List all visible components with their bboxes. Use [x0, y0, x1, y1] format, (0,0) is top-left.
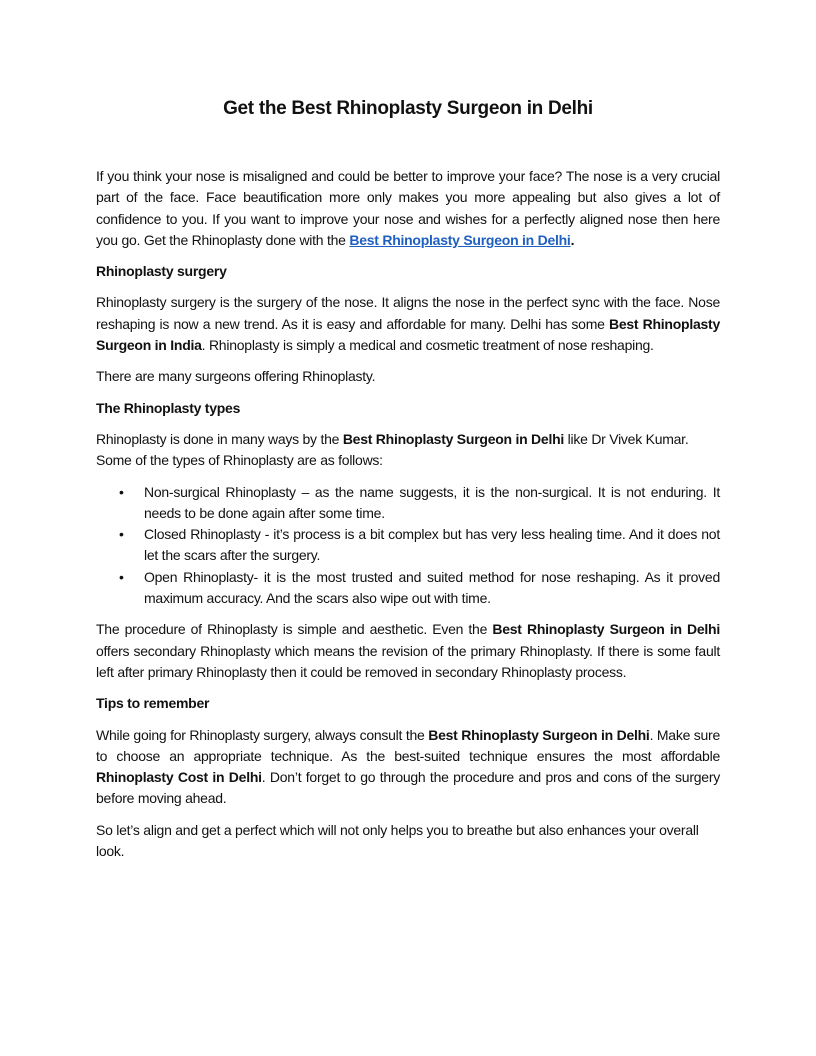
tips-paragraph — [96, 725, 720, 810]
heading-rhinoplasty-surgery: Rhinoplasty surgery — [96, 263, 227, 280]
bullet-icon: • — [119, 568, 124, 585]
best-surgeon-link[interactable]: Best Rhinoplasty Surgeon in Delhi — [349, 231, 571, 248]
text: The procedure of Rhinoplasty is simple and aesthetic. Even the — [96, 621, 493, 638]
page-title: Get the Best Rhinoplasty Surgeon in Delhi — [223, 98, 593, 119]
bold-text: Best Rhinoplasty Surgeon in India — [96, 315, 720, 354]
text: offers secondary Rhinoplasty which means the revision of the primary Rhinoplasty. If there is some fault left after primary Rhinoplasty then it could be removed in secondary Rhinoplasty process. — [96, 642, 720, 680]
text: Rhinoplasty surgery is the surgery of the nose. It aligns the nose in the perfect sync with the face. Nose reshaping is now a new trend. As it is easy and affordable for many. Delhi has some — [96, 294, 720, 332]
bold-text: Rhinoplasty Cost in Delhi — [96, 769, 262, 786]
surgeons-paragraph: There are many surgeons offering Rhinoplasty. — [96, 368, 376, 385]
text: While going for Rhinoplasty surgery, always consult the — [96, 726, 429, 743]
intro-text: If you think your nose is misaligned and could be better to improve your face? The nose is a very crucial part of the face. Face beautification more only makes you more appealing but also gives a lot of confidence to you. If you want to improve your nose and wishes for a perfectly aligned nose then here you go. Get the Rhinoplasty done with the — [96, 168, 720, 248]
surgery-paragraph — [96, 292, 720, 356]
bullet-icon: • — [119, 483, 124, 500]
intro-paragraph — [96, 166, 720, 251]
bullet-icon: • — [119, 526, 124, 543]
text: . Don’t forget to go through the procedure and pros and cons of the surgery before moving ahead. — [96, 769, 720, 807]
list-item — [119, 482, 720, 525]
text: . Rhinoplasty is simply a medical and cosmetic treatment of nose reshaping. — [201, 337, 654, 354]
list-item-text: Closed Rhinoplasty - it’s process is a bit complex but has very less healing time. And it does not let the scars after the surgery. — [144, 526, 720, 564]
document-body — [96, 166, 720, 872]
closing-paragraph: So let’s align and get a perfect which will not only helps you to breathe but also enhances your overall look. — [96, 821, 699, 860]
types-list — [96, 482, 720, 610]
bold-text: Best Rhinoplasty Surgeon in Delhi — [492, 621, 720, 638]
procedure-paragraph — [96, 619, 720, 683]
list-item — [119, 567, 720, 610]
text: Rhinoplasty is done in many ways by the — [96, 430, 343, 447]
list-item — [119, 524, 720, 567]
text: . Make sure to choose an appropriate technique. As the best-suited technique ensures the most affordable — [96, 726, 721, 764]
types-paragraph — [96, 429, 720, 472]
list-item-text: Non-surgical Rhinoplasty – as the name suggests, it is the non-surgical. It is not enduring. It needs to be done again after some time. — [144, 483, 720, 521]
heading-rhinoplasty-types: The Rhinoplasty types — [96, 399, 241, 416]
text: like Dr Vivek Kumar. Some of the types of Rhinoplasty are as follows: — [96, 430, 689, 469]
bold-text: Best Rhinoplasty Surgeon in Delhi — [342, 430, 565, 447]
bold-text: Best Rhinoplasty Surgeon in Delhi — [428, 726, 650, 743]
intro-end: . — [570, 231, 575, 248]
list-item-text: Open Rhinoplasty- it is the most trusted and suited method for nose reshaping. As it proved maximum accuracy. And the scars also wipe out with time. — [144, 568, 720, 607]
heading-tips: Tips to remember — [96, 695, 210, 712]
